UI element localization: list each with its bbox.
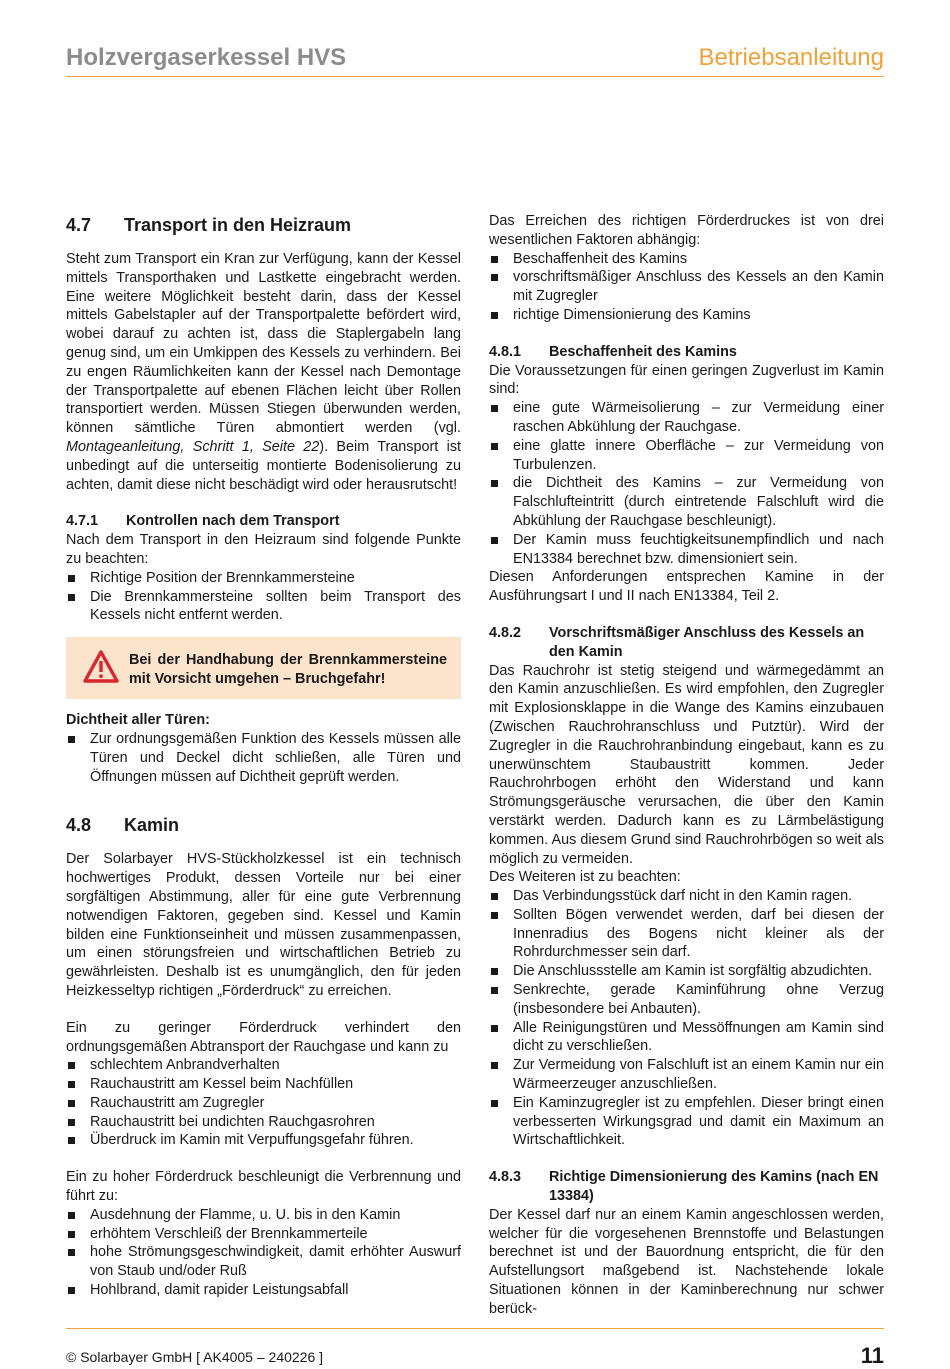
- list-item: Rauchaustritt am Kessel beim Nachfüllen: [66, 1075, 461, 1094]
- section-4-8-2-note: Des Weiteren ist zu beachten:: [489, 869, 681, 886]
- section-4-8-paragraph: Der Solarbayer HVS-Stückholzkessel ist ein technisch hochwertiges Produkt, dessen Vorteile nur bei einer sorgfältigen Abstimmung, aller für eine gute Verbrennung notwendigen Faktoren, gegeben sind. Kessel und Kamin bilden eine Funktionseinheit und müssen zusammenpassen, um einen störungsfreien und wirtschaftlichen Betrieb zu gewährleisten. Deshalb ist es unumgänglich, den für jeden Heizkesseltyp richtigen „Förderdruck“ zu erreichen.: [66, 851, 461, 999]
- factors-list: [489, 250, 884, 325]
- list-item: Rauchaustritt bei undichten Rauchgasrohren: [66, 1113, 461, 1132]
- list-item: Das Verbindungsstück darf nicht in den Kamin ragen.: [489, 887, 884, 906]
- list-item: hohe Strömungsgeschwindigkeit, damit erhöhter Auswurf von Staub und/oder Ruß: [66, 1243, 461, 1281]
- section-4-8-heading: 4.8 Kamin: [66, 815, 180, 836]
- section-4-8-2-heading: 4.8.2 Vorschriftsmäßiger Anschluss des Kessels an den Kamin: [489, 624, 865, 660]
- left-column: [66, 212, 461, 1300]
- list-item: Richtige Position der Brennkammersteine: [66, 569, 461, 588]
- list-item: Der Kamin muss feuchtigkeitsunempfindlich und nach EN13384 berechnet bzw. dimensioniert sein.: [489, 531, 884, 569]
- list-item: Sollten Bögen verwendet werden, darf bei diesen der Innenradius des Bogens nicht kleiner als der Rohrdurchmesser sein darf.: [489, 906, 884, 962]
- right-column: [489, 212, 884, 1319]
- header-document-type: Betriebsanleitung: [698, 44, 884, 71]
- high-draft-intro: Ein zu hoher Förderdruck beschleunigt die Verbrennung und führt zu:: [66, 1169, 461, 1205]
- page-footer: [66, 1328, 884, 1368]
- section-4-8-3-heading: 4.8.3 Richtige Dimensionierung des Kamins (nach EN 13384): [489, 1169, 879, 1205]
- warning-text: Bei der Handhabung der Brennkammersteine mit Vorsicht umgehen – Bruchgefahr!: [129, 652, 447, 687]
- header-product-title: Holzvergaserkessel HVS: [66, 44, 347, 71]
- list-item: erhöhtem Verschleiß der Brennkammerteile: [66, 1225, 461, 1244]
- list-item: Ausdehnung der Flamme, u. U. bis in den Kamin: [66, 1206, 461, 1225]
- section-4-7-heading: 4.7 Transport in den Heizraum: [66, 215, 352, 235]
- factors-intro: Das Erreichen des richtigen Förderdruckes ist von drei wesentlichen Faktoren abhängig:: [489, 213, 884, 248]
- transport-check-list: [66, 569, 461, 625]
- list-item: schlechtem Anbrandverhalten: [66, 1056, 461, 1075]
- list-item: Senkrechte, gerade Kaminführung ohne Verzug (insbesondere bei Anbauten).: [489, 981, 884, 1019]
- chimney-requirements-list: [489, 399, 884, 568]
- section-4-8-3-paragraph: Der Kessel darf nur an einem Kamin angeschlossen werden, welcher für die vorgesehenen Brennstoffe und Belastungen berechnet ist und der Bauordnung entspricht, die für den Aufstellungsort maßgebend ist. Nachstehende lokale Situationen können in der Kaminberechnung nur schwer berück-: [489, 1206, 884, 1317]
- section-4-8-1-intro: Die Voraussetzungen für einen geringen Zugverlust im Kamin sind:: [489, 362, 884, 398]
- high-draft-list: [66, 1206, 461, 1300]
- section-4-7-1-intro: Nach dem Transport in den Heizraum sind folgende Punkte zu beachten:: [66, 532, 461, 567]
- warning-box: [66, 637, 461, 699]
- low-draft-intro: Ein zu geringer Förderdruck verhindert den ordnungsgemäßen Abtransport der Rauchgase und kann zu: [66, 1019, 461, 1055]
- list-item: Hohlbrand, damit rapider Leistungsabfall: [66, 1281, 461, 1300]
- connection-rules-list: [489, 887, 884, 1150]
- section-4-8-1-outro: Diesen Anforderungen entsprechen Kamine in der Ausführungsart I und II nach EN13384, Teil 2.: [489, 569, 884, 605]
- list-item: die Dichtheit des Kamins – zur Vermeidung von Falschlufteintritt (durch eintretende Falschluft wird die Abkühlung der Rauchgase beschleunigt).: [489, 474, 884, 530]
- section-4-8-2-paragraph: Das Rauchrohr ist stetig steigend und wärmegedämmt an den Kamin anzuschließen. Es wird empfohlen, den Zugregler mit Explosionsklappe in die Wange des Kamins einzubauen (Zwischen Rauchrohranschluss und Putztür). Wird der Zugregler in die Rauchrohranbindung eingebaut, kann es zu unerwünschtem Staubaustritt kommen. Jeder Rauchrohrbogen erhöht den Widerstand und kann Strömungsgeräusche verursachen, die über den Kamin verstärkt werden. Dadurch kann es zu Lärmbelästigung kommen. Aus diesem Grund sind Rauchrohrbögen so weit als möglich zu vermeiden.: [489, 662, 884, 867]
- warning-triangle-icon: [82, 649, 120, 685]
- list-item: Überdruck im Kamin mit Verpuffungsgefahr führen.: [66, 1131, 461, 1150]
- doors-list: [66, 730, 461, 786]
- footer-copyright: © Solarbayer GmbH [ AK4005 – 240226 ]: [66, 1349, 324, 1365]
- section-4-7-paragraph: Steht zum Transport ein Kran zur Verfügung, kann der Kessel mittels Transporthaken und Lastkette eingebracht werden. Eine weitere Möglichkeit besteht darin, dass der Kessel mittels Gabelstapler auf der Transportpalette befördert wird, wobei darauf zu achten ist, dass die Staplergabeln lang genug sind, um ein Umkippen des Kessels zu verhindern. Bei zu engen Räumlichkeiten kann der Kessel nach Demontage der Transportpalette auf ebenen Flächen leicht über Rollen transportiert werden. Müssen Stiegen überwunden werden, können sämtliche Türen abmontiert werden (vgl. Montageanleitung, Schritt 1, Seite 22). Beim Transport ist unbedingt auf die unterseitig montierte Bodenisolierung zu achten, damit diese nicht beschädigt wird oder herausrutscht!: [66, 251, 462, 493]
- list-item: Rauchaustritt am Zugregler: [66, 1094, 461, 1113]
- low-draft-list: [66, 1056, 461, 1150]
- list-item: Alle Reinigungstüren und Messöffnungen am Kamin sind dicht zu verschließen.: [489, 1019, 884, 1057]
- list-item: Die Brennkammersteine sollten beim Transport des Kessels nicht entfernt werden.: [66, 588, 461, 626]
- page-header: [66, 42, 884, 77]
- list-item: eine glatte innere Oberfläche – zur Vermeidung von Turbulenzen.: [489, 437, 884, 475]
- list-item: vorschriftsmäßiger Anschluss des Kessels an den Kamin mit Zugregler: [489, 268, 884, 306]
- list-item: Beschaffenheit des Kamins: [489, 250, 884, 269]
- section-4-8-1-heading: 4.8.1 Beschaffenheit des Kamins: [489, 343, 737, 360]
- doors-heading: Dichtheit aller Türen:: [66, 712, 210, 729]
- list-item: richtige Dimensionierung des Kamins: [489, 306, 884, 325]
- list-item: Zur ordnungsgemäßen Funktion des Kessels müssen alle Türen und Deckel dicht schließen, alle Türen und Öffnungen müssen auf Dichtheit geprüft werden.: [66, 730, 461, 786]
- section-4-7-1-heading: 4.7.1 Kontrollen nach dem Transport: [66, 513, 340, 530]
- assembly-reference: Montageanleitung, Schritt 1, Seite 22: [66, 438, 320, 455]
- list-item: Zur Vermeidung von Falschluft ist an einem Kamin nur ein Wärmeerzeuger anzuschließen.: [489, 1056, 884, 1094]
- list-item: Ein Kaminzugregler ist zu empfehlen. Dieser bringt einen verbesserten Wirkungsgrad und damit ein Maximum an Wirtschaftlichkeit.: [489, 1094, 884, 1150]
- list-item: eine gute Wärmeisolierung – zur Vermeidung einer raschen Abkühlung der Rauchgase.: [489, 399, 884, 437]
- page-number: 11: [860, 1343, 884, 1368]
- list-item: Die Anschlussstelle am Kamin ist sorgfältig abzudichten.: [489, 962, 884, 981]
